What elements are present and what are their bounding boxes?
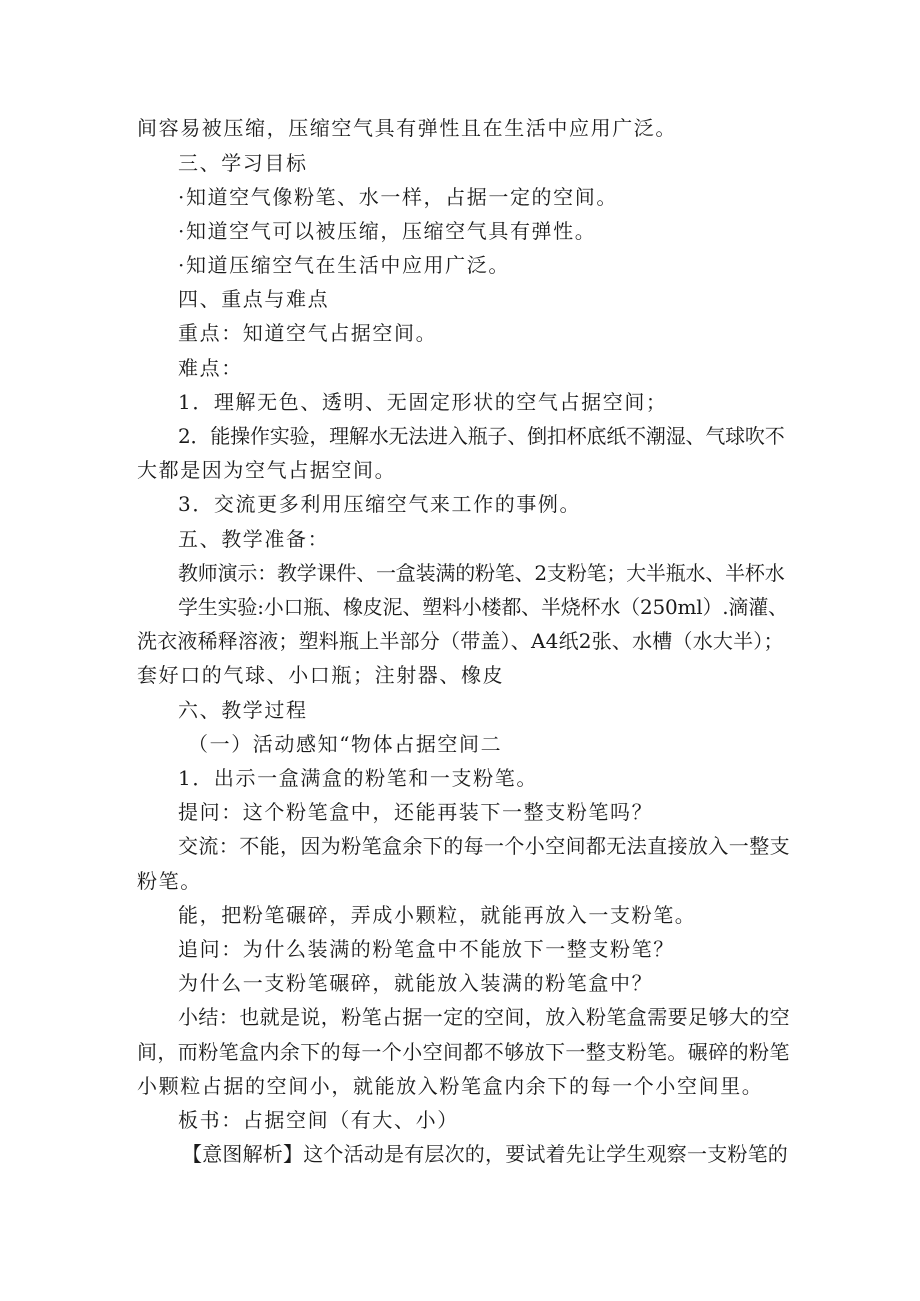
text-line: 小颗粒占据的空间小，就能放入粉笔盒内余下的每一个小空间里。 <box>137 1074 764 1098</box>
text-line: 重点：知道空气占据空间。 <box>178 321 438 345</box>
text-line: 能，把粉笔碾碎，弄成小颗粒，就能再放入一支粉笔。 <box>178 903 697 927</box>
text-line: 大都是因为空气占据空间。 <box>137 458 397 482</box>
text-line: 间容易被压缩，压缩空气具有弹性且在生活中应用广泛。 <box>137 116 677 140</box>
text-line: 套好口的气球、小口瓶；注射器、橡皮 <box>137 663 505 687</box>
section-heading: 五、教学准备： <box>178 527 330 551</box>
list-item: 1．理解无色、透明、无固定形状的空气占据空间； <box>178 390 668 414</box>
text-line: 板书：占据空间（有大、小） <box>178 1108 459 1132</box>
subsection-heading: （一）活动感知“物体占据空间二 <box>188 732 503 756</box>
section-heading: 三、学习目标 <box>178 151 308 175</box>
text-line: 间，而粉笔盒内余下的每一个小空间都不够放下一整支粉笔。碾碎的粉笔 <box>137 1040 790 1064</box>
text-line: 粉笔。 <box>137 869 202 893</box>
list-item: 3．交流更多利用压缩空气来工作的事例。 <box>178 492 582 516</box>
text-line: 教师演示：教学课件、一盒装满的粉笔、2支粉笔；大半瓶水、半杯水 <box>178 561 785 585</box>
bullet-item: ·知道压缩空气在生活中应用广泛。 <box>178 253 510 277</box>
list-item: 2．能操作实验，理解水无法进入瓶子、倒扣杯底纸不潮湿、气球吹不 <box>178 424 785 448</box>
text-line: 追问：为什么装满的粉笔盒中不能放下一整支粉笔？ <box>178 937 675 961</box>
bullet-item: ·知道空气可以被压缩，压缩空气具有弹性。 <box>178 219 597 243</box>
section-heading: 四、重点与难点 <box>178 287 330 311</box>
list-item: 1．出示一盒满盒的粉笔和一支粉笔。 <box>178 766 538 790</box>
text-line: 提问：这个粉笔盒中，还能再装下一整支粉笔吗？ <box>178 800 654 824</box>
text-line: 难点： <box>178 356 243 380</box>
text-line: 为什么一支粉笔碾碎，就能放入装满的粉笔盒中？ <box>178 971 654 995</box>
text-line: 洗衣液稀释溶液；塑料瓶上半部分（带盖）、A4纸2张、水槽（水大半）； <box>137 629 784 653</box>
text-line: 【意图解析】这个活动是有层次的，要试着先让学生观察一支粉笔的 <box>182 1142 788 1166</box>
section-heading: 六、教学过程 <box>178 698 308 722</box>
text-line: 交流：不能，因为粉笔盒余下的每一个小空间都无法直接放入一整支 <box>178 834 790 858</box>
text-line: 学生实验:小口瓶、橡皮泥、塑料小楼都、半烧杯水（250ml）.滴灌、 <box>178 595 788 619</box>
bullet-item: ·知道空气像粉笔、水一样，占据一定的空间。 <box>178 185 618 209</box>
text-line: 小结：也就是说，粉笔占据一定的空间，放入粉笔盒需要足够大的空 <box>178 1005 790 1029</box>
